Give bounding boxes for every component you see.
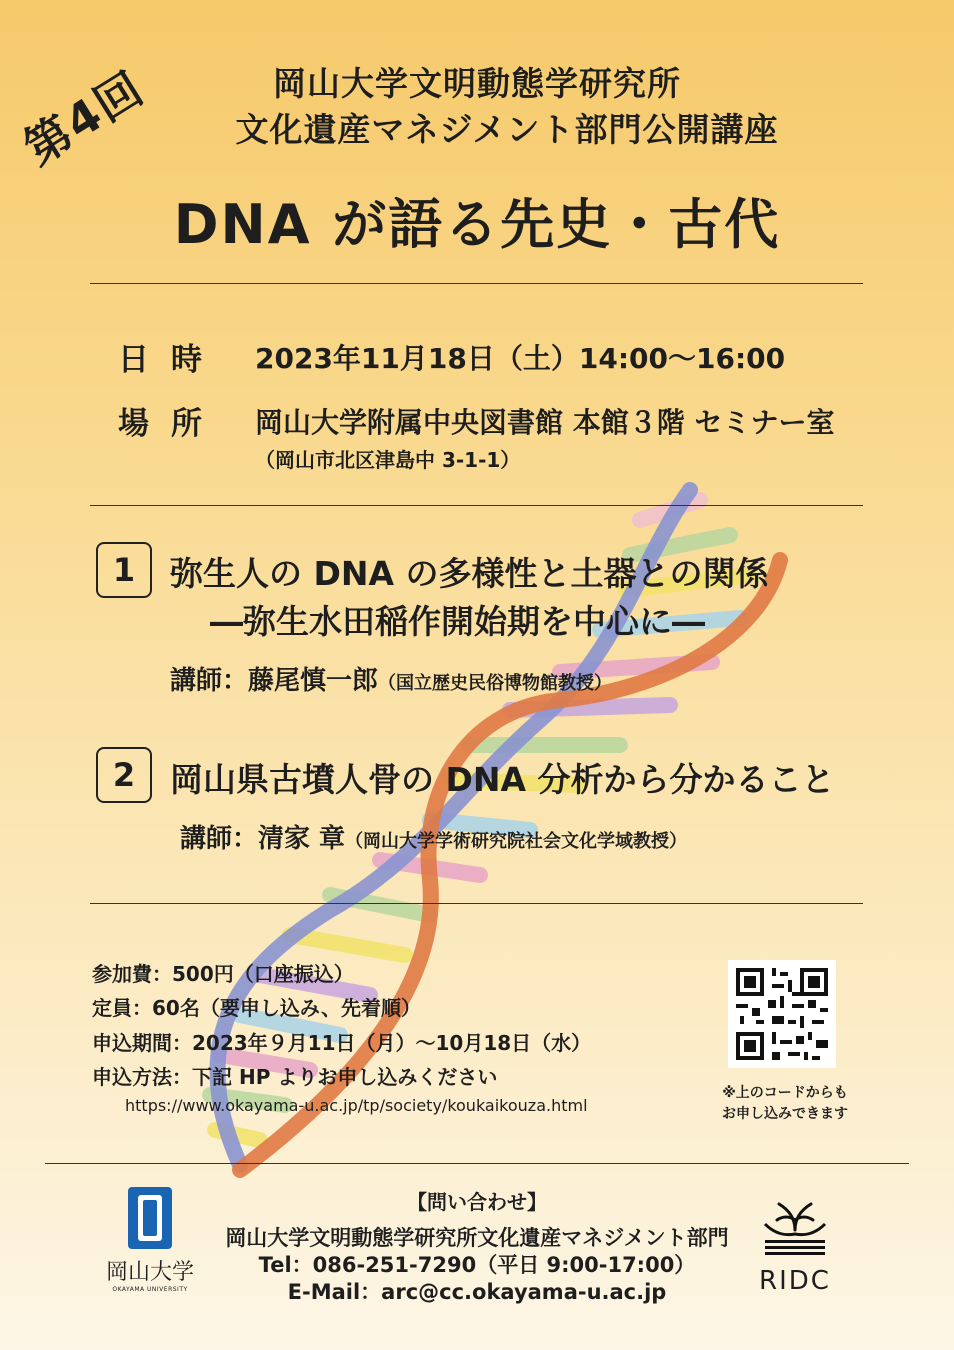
- talk-title-1: 弥生人の DNA の多様性と土器との関係: [170, 554, 769, 593]
- divider: [90, 505, 863, 506]
- divider: [90, 283, 863, 284]
- lecturer-1: [170, 660, 612, 697]
- qr-code[interactable]: [728, 960, 836, 1068]
- divider: [90, 903, 863, 904]
- contact-email[interactable]: E-Mail：arc@cc.okayama-u.ac.jp: [287, 1280, 667, 1304]
- ridc-emblem-icon: [759, 1190, 831, 1262]
- talk-title-2: 岡山県古墳人骨の DNA 分析から分かること: [170, 760, 835, 799]
- talk-subtitle-1: ―弥生水田稲作開始期を中心に―: [210, 602, 705, 641]
- date-label: 日時: [118, 342, 224, 378]
- place-label: 場所: [118, 406, 224, 442]
- okayama-university-logo: [98, 1185, 202, 1293]
- application-method: 申込方法：下記 HP よりお申し込みください: [92, 1065, 498, 1089]
- page-title: DNA が語る先史・古代: [173, 193, 781, 256]
- edition-badge: 第4回: [14, 60, 154, 176]
- lecturer-2-name: 講師：清家 章: [180, 824, 346, 854]
- contact-heading: 【問い合わせ】: [407, 1190, 547, 1214]
- talk-number-2: 2: [96, 747, 152, 803]
- qr-note-line-2: お申し込みできます: [722, 1106, 848, 1122]
- date-value: 2023年11月18日（土）14:00～16:00: [255, 342, 786, 375]
- talk-number-1: 1: [96, 542, 152, 598]
- organizer-line-2: 文化遺産マネジメント部門公開講座: [235, 110, 779, 149]
- place-address: （岡山市北区津島中 3-1-1）: [255, 448, 521, 472]
- contact-tel: Tel：086-251-7290（平日 9:00-17:00）: [258, 1253, 696, 1277]
- organizer-line-1: 岡山大学文明動態学研究所: [273, 64, 681, 103]
- university-name-en: OKAYAMA UNIVERSITY: [112, 1286, 188, 1293]
- application-url-link[interactable]: https://www.okayama-u.ac.jp/tp/society/koukaikouza.html: [125, 1096, 588, 1115]
- contact-department: 岡山大学文明動態学研究所文化遺産マネジメント部門: [225, 1226, 729, 1250]
- fee: 参加費：500円（口座振込）: [92, 962, 354, 986]
- lecturer-2-affiliation: （岡山大学学術研究院社会文化学域教授）: [345, 831, 688, 852]
- ridc-logo: [755, 1190, 835, 1296]
- place-value: 岡山大学附属中央図書館 本館３階 セミナー室: [255, 406, 835, 439]
- university-name: 岡山大学: [105, 1260, 194, 1285]
- capacity: 定員：60名（要申し込み、先着順）: [92, 996, 422, 1020]
- qr-note: [700, 1083, 870, 1125]
- university-emblem-icon: [124, 1185, 176, 1251]
- lecturer-1-affiliation: （国立歴史民俗博物館教授）: [378, 673, 613, 694]
- qr-note-line-1: ※上のコードからも: [722, 1085, 848, 1101]
- lecturer-1-name: 講師：藤尾慎一郎: [170, 666, 379, 696]
- footer-divider: [45, 1163, 909, 1164]
- ridc-text: RIDC: [759, 1266, 831, 1296]
- lecturer-2: [180, 818, 687, 855]
- application-period: 申込期間：2023年９月11日（月）～10月18日（水）: [92, 1031, 592, 1055]
